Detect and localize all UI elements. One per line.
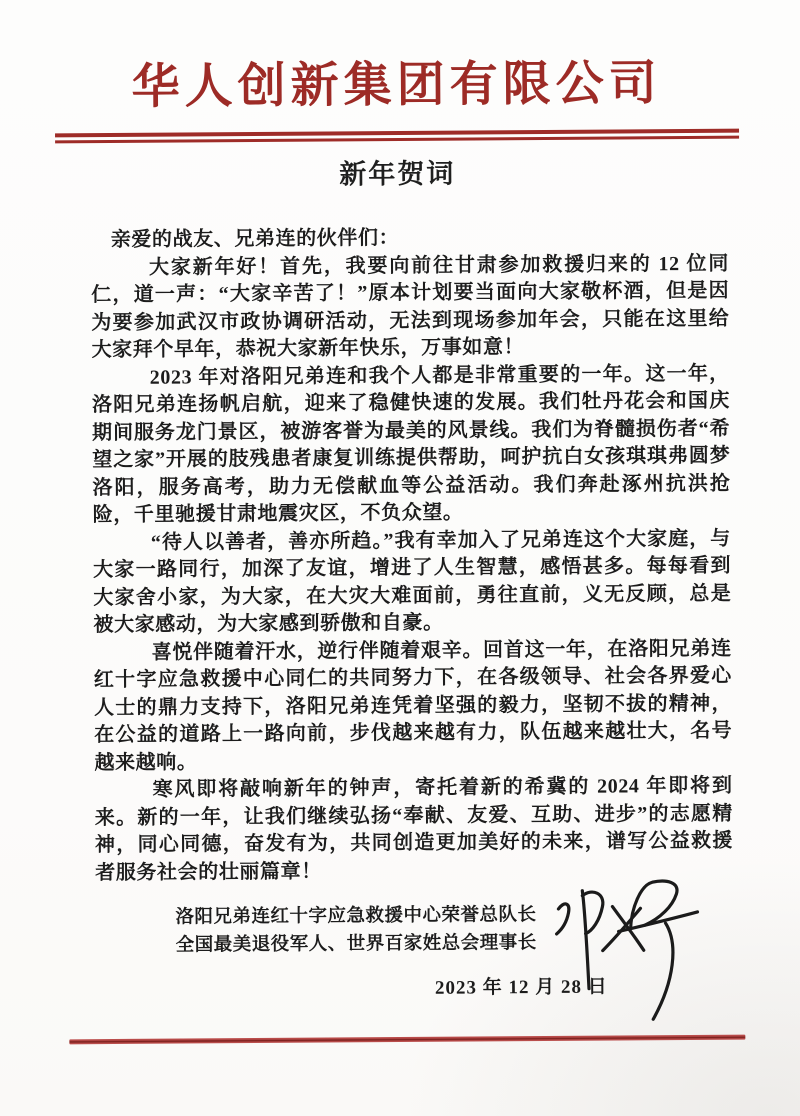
signer-title-line-2: 全国最美退役军人、世界百家姓总会理事长	[175, 933, 537, 956]
body-paragraph: “待人以善者，善亦所趋。”我有幸加入了兄弟连这个大家庭，与大家一路同行，加深了友谊，增进了人生智慧，感悟甚多。每每看到大家舍小家，为大家，在大灾大难面前，勇往直前，义无反顾，总是被大家感动，为大家感到骄傲和自豪。	[93, 527, 732, 637]
body-paragraph: 大家新年好！首先，我要向前往甘肃参加救援归来的 12 位同仁，道一声：“大家辛苦了！”原本计划要当面向大家敬杯酒，但是因为要参加武汉市政协调研活动，无法到现场参加年会，只能在这里给大家拜个早年，恭祝大家新年快乐，万事如意！	[91, 252, 730, 362]
body-paragraph: 寒风即将敲响新年的钟声，寄托着新的希冀的 2024 年即将到来。新的一年，让我们继续弘扬“奉献、友爱、互助、进步”的志愿精神，同心同德，奋发有为，共同创造更加美好的未来，谱写公益救援者服务社会的壮丽篇章！	[94, 774, 734, 884]
signature-stroke	[556, 904, 569, 934]
document-title: 新年贺词	[339, 158, 456, 190]
letterhead-double-rule	[55, 129, 739, 144]
signature-stroke	[582, 891, 589, 989]
document-date: 2023 年 12 月 28 日	[434, 976, 608, 999]
company-letterhead: 华人创新集团有限公司	[131, 57, 662, 114]
body-paragraph: 喜悦伴随着汗水，逆行伴随着艰辛。回首这一年，在洛阳兄弟连红十字应急救援中心同仁的共同努力下，在各级领导、社会各界爱心人士的鼎力支持下，洛阳兄弟连凭着坚强的毅力，坚韧不拔的精神，在公益的道路上一路向前，步伐越来越有力，队伍越来越壮大，名号越来越响。	[93, 637, 733, 774]
body-paragraph: 2023 年对洛阳兄弟连和我个人都是非常重要的一年。这一年，洛阳兄弟连扬帆启航，迎来了稳健快速的发展。我们牡丹花会和国庆期间服务龙门景区，被游客誉为最美的风景线。我们为脊髓损伤者“希望之家”开展的肢残患者康复训练提供帮助，呵护抗白女孩琪琪弗圆梦洛阳，服务高考，助力无偿献血等公益活动。我们奔赴涿州抗洪抢险，千里驰援甘肃地震灾区，不负众望。	[91, 362, 731, 527]
footer-rule	[69, 1035, 745, 1045]
salutation: 亲爱的战友、兄弟连的伙伴们：	[110, 226, 400, 252]
handwritten-signature-scrawl-icon	[544, 870, 715, 1026]
signature-stroke	[630, 881, 677, 928]
signature-stroke	[653, 923, 674, 1019]
signer-title-line-1: 洛阳兄弟连红十字应急救援中心荣誉总队长	[175, 905, 537, 928]
